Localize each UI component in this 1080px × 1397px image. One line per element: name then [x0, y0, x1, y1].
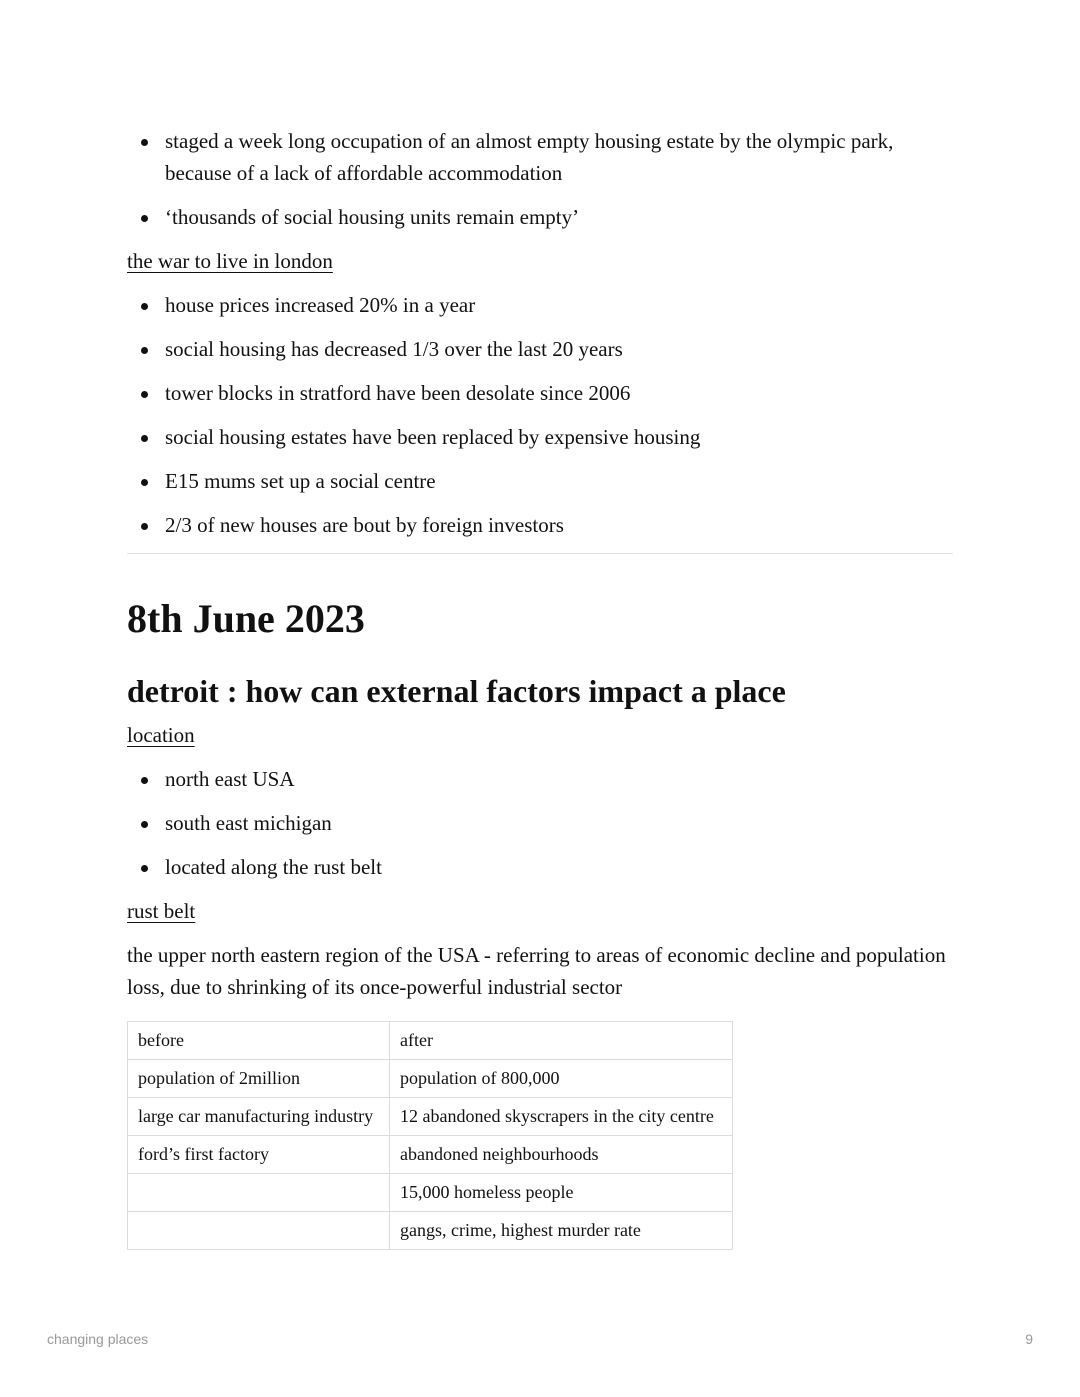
table-cell: abandoned neighbourhoods: [390, 1136, 733, 1174]
table-cell: [128, 1212, 390, 1250]
table-cell: large car manufacturing industry: [128, 1098, 390, 1136]
list-item: social housing has decreased 1/3 over the last 20 years: [127, 333, 953, 365]
list-item: E15 mums set up a social centre: [127, 465, 953, 497]
list-item: ‘thousands of social housing units remain empty’: [127, 201, 953, 233]
table-row: [128, 1136, 733, 1174]
footer-document-title: changing places: [47, 1331, 149, 1347]
table-cell: after: [390, 1022, 733, 1060]
table-cell: population of 800,000: [390, 1060, 733, 1098]
document-page: [127, 125, 953, 1250]
table-row: [128, 1212, 733, 1250]
detroit-title: detroit : how can external factors impact a place: [127, 673, 786, 709]
table-cell: [128, 1174, 390, 1212]
table-cell: ford’s first factory: [128, 1136, 390, 1174]
table-row: [128, 1174, 733, 1212]
table-row: [128, 1098, 733, 1136]
list-item: social housing estates have been replaced by expensive housing: [127, 421, 953, 453]
date-heading: 8th June 2023: [127, 596, 365, 641]
list-item: tower blocks in stratford have been desolate since 2006: [127, 377, 953, 409]
war-section-heading: the war to live in london: [127, 249, 333, 273]
table-cell: gangs, crime, highest murder rate: [390, 1212, 733, 1250]
war-bullet-list: [127, 289, 953, 541]
list-item: south east michigan: [127, 807, 953, 839]
table-row: [128, 1060, 733, 1098]
list-item: house prices increased 20% in a year: [127, 289, 953, 321]
list-item: north east USA: [127, 763, 953, 795]
section-divider: [127, 553, 953, 554]
intro-bullet-list: [127, 125, 953, 233]
location-heading: location: [127, 723, 195, 747]
list-item: staged a week long occupation of an almost empty housing estate by the olympic park, because of a lack of affordable accommodation: [127, 125, 953, 189]
table-cell: population of 2million: [128, 1060, 390, 1098]
before-after-table: [127, 1021, 733, 1250]
table-cell: before: [128, 1022, 390, 1060]
table-cell: 15,000 homeless people: [390, 1174, 733, 1212]
table-cell: 12 abandoned skyscrapers in the city centre: [390, 1098, 733, 1136]
rust-belt-heading: rust belt: [127, 899, 196, 923]
list-item: located along the rust belt: [127, 851, 953, 883]
rust-belt-definition: the upper north eastern region of the USA - referring to areas of economic decline and population loss, due to shrinking of its once-powerful industrial sector: [127, 943, 946, 999]
footer-page-number: 9: [1025, 1331, 1033, 1347]
list-item: 2/3 of new houses are bout by foreign investors: [127, 509, 953, 541]
table-row: [128, 1022, 733, 1060]
location-bullet-list: [127, 763, 953, 883]
